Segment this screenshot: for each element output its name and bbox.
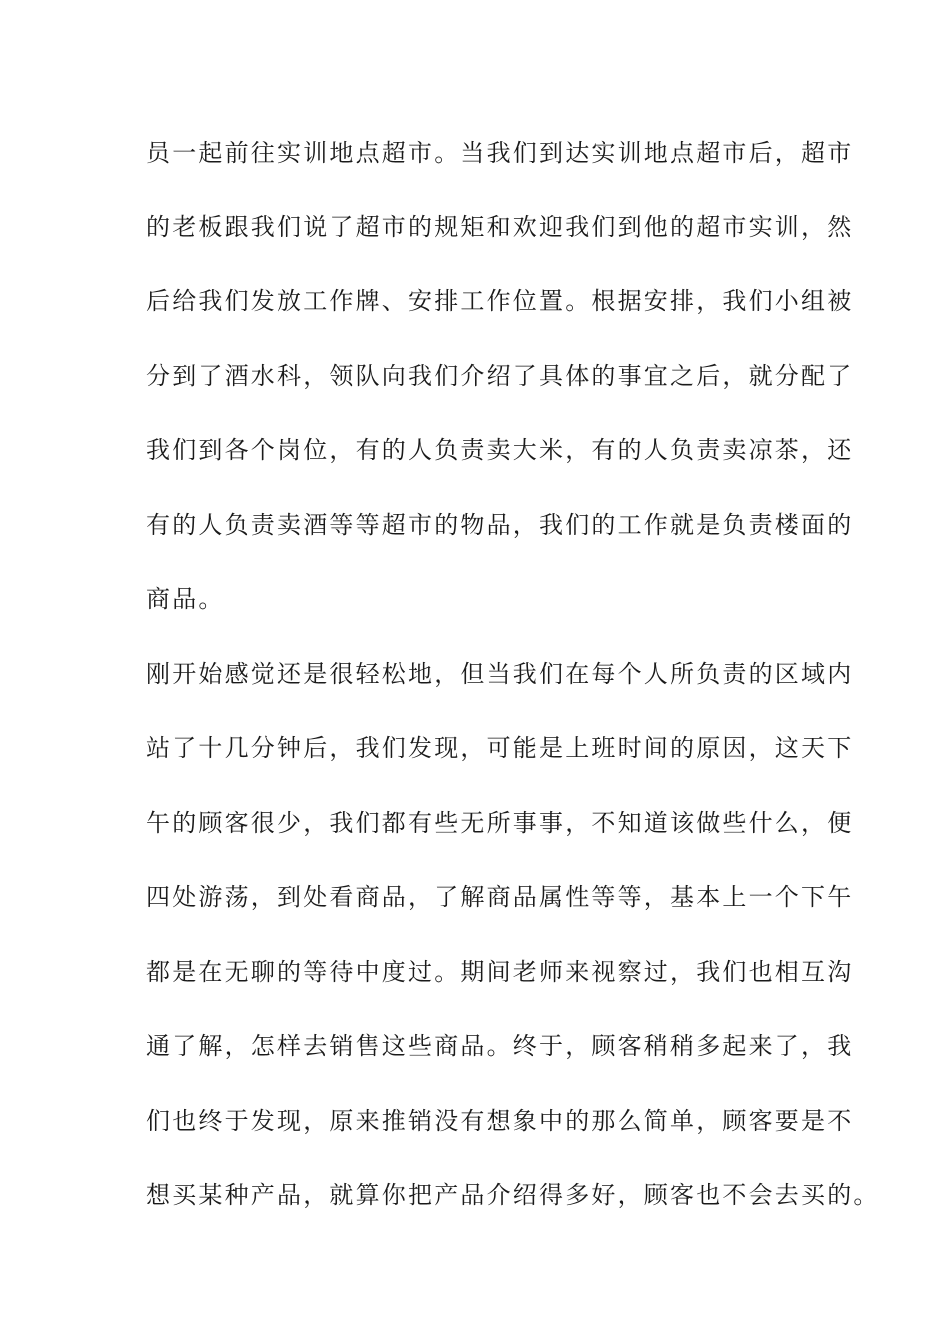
text-line: 的老板跟我们说了超市的规矩和欢迎我们到他的超市实训，然 — [146, 213, 854, 241]
text-line: 分到了酒水科，领队向我们介绍了具体的事宜之后，就分配了 — [146, 362, 854, 390]
text-line: 四处游荡，到处看商品，了解商品属性等等，基本上一个下午 — [146, 883, 854, 911]
text-line: 刚开始感觉还是很轻松地，但当我们在每个人所负责的区域内 — [146, 660, 854, 688]
text-line: 通了解，怎样去销售这些商品。终于，顾客稍稍多起来了，我 — [146, 1032, 854, 1060]
text-line: 员一起前往实训地点超市。当我们到达实训地点超市后，超市 — [146, 139, 854, 167]
text-line: 有的人负责卖酒等等超市的物品，我们的工作就是负责楼面的 — [146, 511, 854, 539]
text-line: 想买某种产品，就算你把产品介绍得多好，顾客也不会去买的。 — [146, 1181, 880, 1209]
text-line: 我们到各个岗位，有的人负责卖大米，有的人负责卖凉茶，还 — [146, 436, 854, 464]
text-line: 商品。 — [146, 585, 225, 613]
text-line: 们也终于发现，原来推销没有想象中的那么简单，顾客要是不 — [146, 1107, 854, 1135]
text-line: 午的顾客很少，我们都有些无所事事，不知道该做些什么，便 — [146, 809, 854, 837]
text-line: 站了十几分钟后，我们发现，可能是上班时间的原因，这天下 — [146, 734, 854, 762]
text-line: 都是在无聊的等待中度过。期间老师来视察过，我们也相互沟 — [146, 958, 854, 986]
text-line: 后给我们发放工作牌、安排工作位置。根据安排，我们小组被 — [146, 287, 854, 315]
